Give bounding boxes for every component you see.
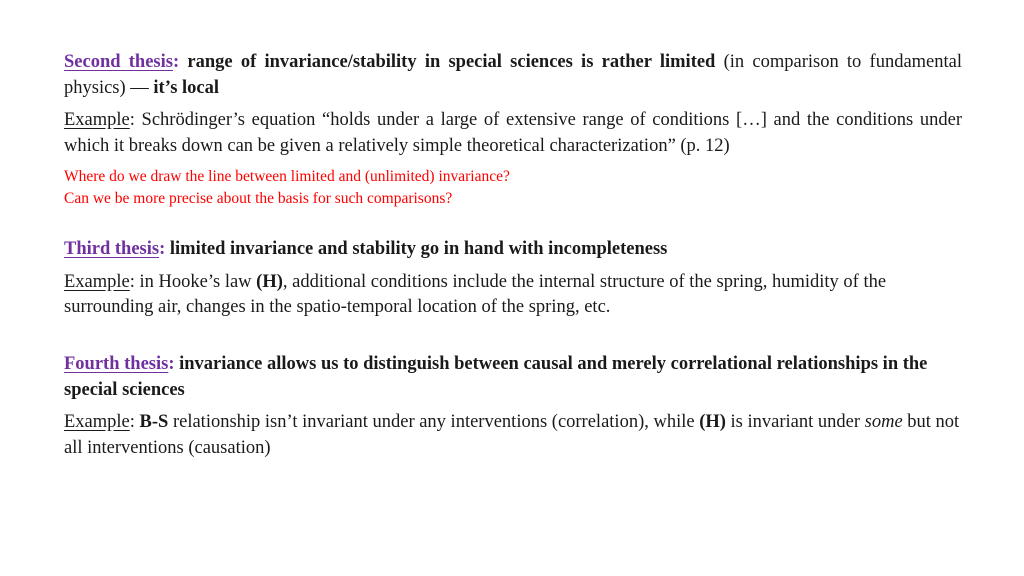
hookes-law-h: (H) [699, 412, 726, 432]
fourth-thesis-block [64, 352, 962, 461]
example-label: Example [64, 110, 130, 130]
example-mid: relationship isn’t invariant under any interventions (correlation), while [172, 412, 695, 432]
hookes-law-h: (H) [256, 271, 283, 292]
question-2: Can we be more precise about the basis for such comparisons? [64, 190, 453, 207]
example-label: Example [64, 271, 130, 292]
third-thesis-label: Third thesis [64, 239, 160, 259]
fourth-thesis-example [64, 410, 962, 461]
example-label: Example [64, 412, 130, 432]
third-thesis-block [64, 237, 962, 321]
example-post: , additional conditions include the internal structure of the spring, humidity of the surrounding air, changes in the spatio-temporal location of the spring, etc. [64, 271, 887, 317]
second-thesis-title: range of invariance/stability in special sciences is rather limited [187, 52, 716, 72]
example-pre: : in Hooke’s law [129, 271, 252, 292]
third-thesis-colon: : [159, 239, 166, 259]
third-thesis-heading [64, 237, 962, 263]
second-thesis-paren: (in comparison to fundamental physics) — [64, 52, 963, 98]
example-text: : Schrödinger’s equation “holds under a large of extensive range of conditions […] and the conditions under which it breaks down can be given a relatively simple theoretical characterization” (p. 12) [64, 110, 962, 156]
third-thesis-title: limited invariance and stability go in hand with incompleteness [169, 239, 668, 259]
bs-label: B-S [139, 412, 169, 432]
question-1: Where do we draw the line between limited and (unlimited) invariance? [64, 168, 510, 185]
fourth-thesis-label: Fourth thesis [64, 354, 169, 374]
second-thesis-label: Second thesis [64, 52, 173, 72]
some-italic: some [864, 412, 903, 432]
second-thesis-block [64, 50, 962, 210]
example-colon: : [129, 412, 135, 432]
example-end: but not all interventions (causation) [64, 412, 960, 458]
second-thesis-heading [64, 50, 962, 101]
second-thesis-colon: : [172, 52, 180, 72]
second-thesis-example [64, 108, 962, 159]
third-thesis-example [64, 270, 962, 321]
second-thesis-local: it’s local [153, 77, 220, 98]
fourth-thesis-heading [64, 352, 962, 403]
fourth-thesis-colon: : [168, 354, 175, 374]
example-post: is invariant under [730, 412, 861, 432]
fourth-thesis-title: invariance allows us to distinguish between causal and merely correlational relationships in the special sciences [64, 354, 928, 400]
